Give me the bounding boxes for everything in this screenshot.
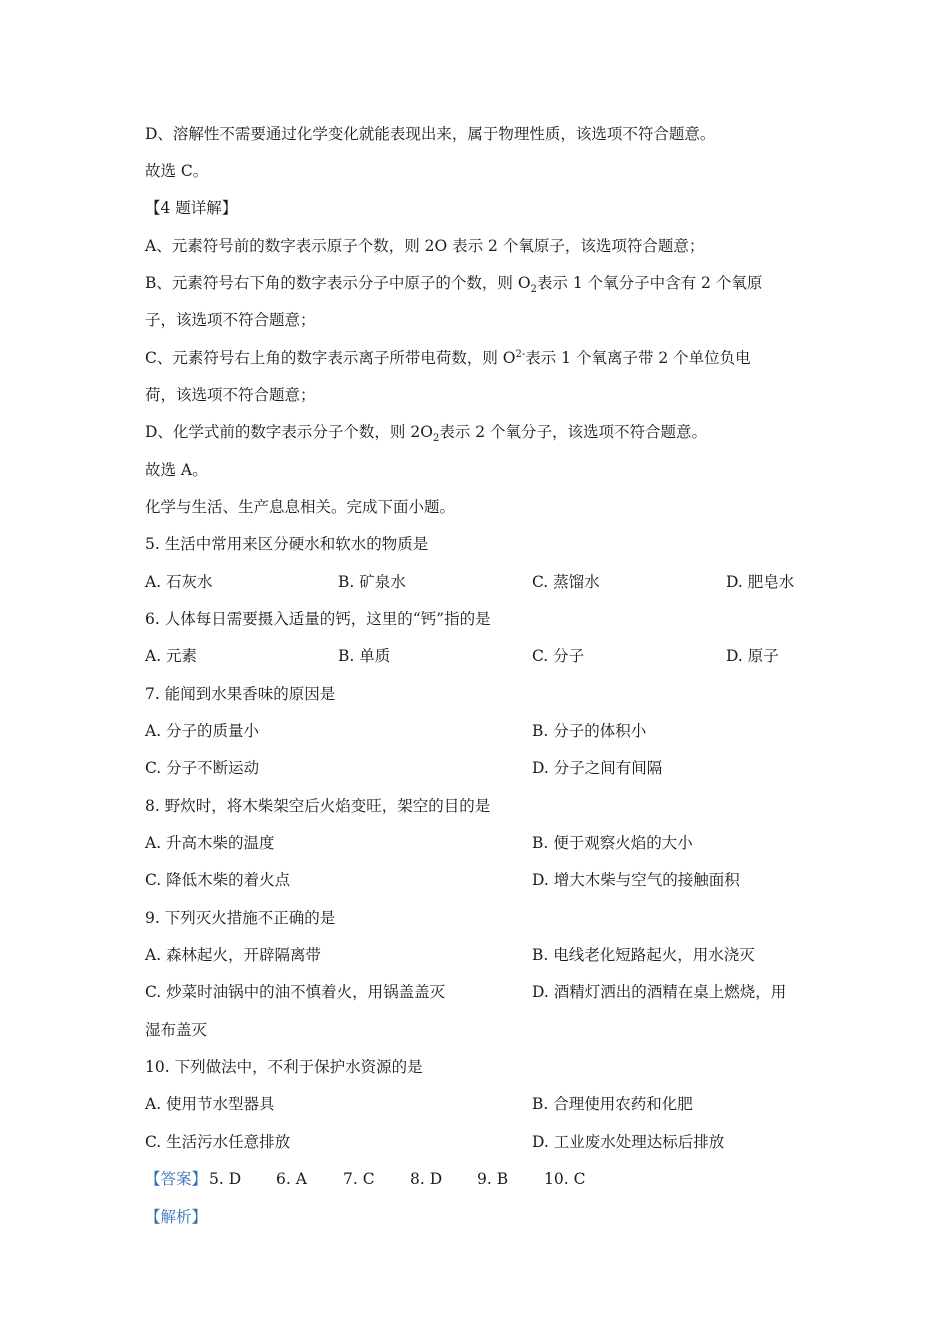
q4-c-text-1: C、元素符号右上角的数字表示离子所带电荷数，则 O	[145, 349, 516, 367]
q3-conclusion: 故选 C。	[145, 162, 209, 180]
q4-b-text-1: B、元素符号右下角的数字表示分子中原子的个数，则 O	[145, 274, 531, 292]
question-7-stem: 7. 能闻到水果香味的原因是	[145, 685, 336, 703]
question-5-option-a: A. 石灰水	[145, 573, 213, 591]
question-7-option-a: A. 分子的质量小	[145, 722, 260, 740]
section-intro: 化学与生活、生产息息相关。完成下面小题。	[145, 498, 456, 516]
answer-item: 10. C	[544, 1170, 586, 1188]
answer-line	[145, 1169, 585, 1189]
question-7-option-c: C. 分子不断运动	[145, 759, 260, 777]
question-10-option-b: B. 合理使用农药和化肥	[532, 1095, 693, 1113]
q4-b-text-2: 表示 1 个氧分子中含有 2 个氧原	[536, 274, 763, 292]
q4-option-c-analysis	[145, 348, 751, 368]
question-8-option-b: B. 便于观察火焰的大小	[532, 834, 693, 852]
question-6-stem: 6. 人体每日需要摄入适量的钙，这里的“钙”指的是	[145, 610, 491, 628]
question-5-option-c: C. 蒸馏水	[532, 573, 600, 591]
question-9-option-d-continuation: 湿布盖灭	[145, 1021, 208, 1039]
q4-d-subscript: 2	[432, 433, 440, 445]
question-6-option-a: A. 元素	[145, 647, 198, 665]
q3-option-d-analysis: D、溶解性不需要通过化学变化就能表现出来，属于物理性质，该选项不符合题意。	[145, 125, 716, 143]
question-9-option-b: B. 电线老化短路起火，用水浇灭	[532, 946, 755, 964]
question-9-option-a: A. 森林起火，开辟隔离带	[145, 946, 322, 964]
question-8-option-a: A. 升高木柴的温度	[145, 834, 275, 852]
q4-b-subscript: 2	[530, 284, 537, 296]
q4-c-superscript: 2-	[515, 348, 526, 360]
question-8-stem: 8. 野炊时，将木柴架空后火焰变旺，架空的目的是	[145, 797, 491, 815]
answer-item: 5. D	[209, 1170, 242, 1188]
question-10-option-d: D. 工业废水处理达标后排放	[532, 1133, 725, 1151]
q4-option-a-analysis: A、元素符号前的数字表示原子个数，则 2O 表示 2 个氧原子，该选项符合题意；	[145, 237, 705, 255]
question-10-option-a: A. 使用节水型器具	[145, 1095, 275, 1113]
q4-header: 【4 题详解】	[145, 199, 238, 217]
answer-item: 6. A	[276, 1170, 307, 1188]
q4-option-b-analysis	[145, 273, 763, 296]
question-6-option-c: C. 分子	[532, 647, 585, 665]
q4-option-c-continuation: 荷，该选项不符合题意；	[145, 386, 316, 404]
answer-item: 7. C	[343, 1170, 375, 1188]
question-6-option-d: D. 原子	[726, 647, 779, 665]
q4-option-b-continuation: 子，该选项不符合题意；	[145, 311, 316, 329]
question-5-stem: 5. 生活中常用来区分硬水和软水的物质是	[145, 535, 429, 553]
question-9-option-c: C. 炒菜时油锅中的油不慎着火，用锅盖盖灭	[145, 983, 446, 1001]
answer-label: 【答案】	[145, 1170, 208, 1188]
analysis-label: 【解析】	[145, 1208, 208, 1226]
question-5-option-d: D. 肥皂水	[726, 573, 795, 591]
q4-d-text-1: D、化学式前的数字表示分子个数，则 2O	[145, 423, 433, 441]
question-10-option-c: C. 生活污水任意排放	[145, 1133, 291, 1151]
q4-c-text-2: 表示 1 个氧离子带 2 个单位负电	[525, 349, 751, 367]
question-8-option-d: D. 增大木柴与空气的接触面积	[532, 871, 740, 889]
question-6-option-b: B. 单质	[338, 647, 391, 665]
answer-item: 8. D	[410, 1170, 443, 1188]
question-9-stem: 9. 下列灭火措施不正确的是	[145, 909, 336, 927]
question-7-option-d: D. 分子之间有间隔	[532, 759, 663, 777]
question-9-option-d: D. 酒精灯洒出的酒精在桌上燃烧，用	[532, 983, 787, 1001]
question-5-option-b: B. 矿泉水	[338, 573, 406, 591]
question-7-option-b: B. 分子的体积小	[532, 722, 647, 740]
answer-item: 9. B	[477, 1170, 509, 1188]
q4-d-text-2: 表示 2 个氧分子，该选项不符合题意。	[439, 423, 708, 441]
question-8-option-c: C. 降低木柴的着火点	[145, 871, 291, 889]
question-10-stem: 10. 下列做法中，不利于保护水资源的是	[145, 1058, 423, 1076]
q4-conclusion: 故选 A。	[145, 461, 208, 479]
q4-option-d-analysis	[145, 422, 708, 445]
